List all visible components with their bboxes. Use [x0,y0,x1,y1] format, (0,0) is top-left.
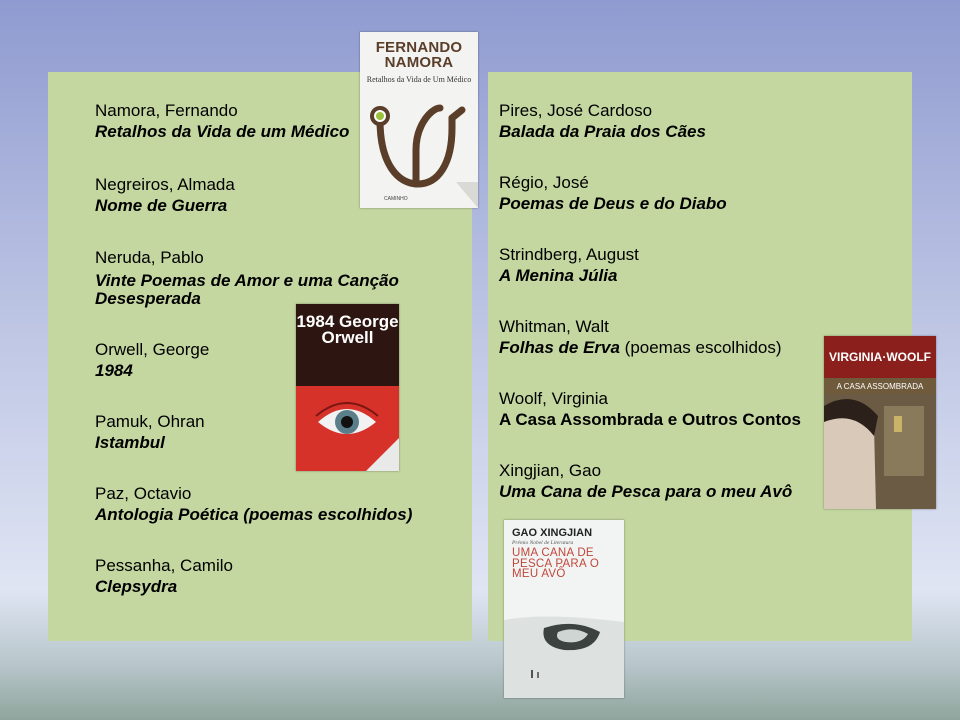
book-title: A Menina Júlia [499,266,618,285]
book-entry [95,339,209,381]
book-cover-namora [360,32,478,208]
book-title: Poemas de Deus e do Diabo [499,194,727,213]
book-entry [95,555,233,597]
book-title: Uma Cana de Pesca para o meu Avô [499,482,793,501]
book-author: Pamuk, Ohran [95,412,205,431]
book-title: Antologia Poética (poemas escolhidos) [95,505,413,524]
book-author: Pessanha, Camilo [95,556,233,575]
book-entry [95,174,235,216]
book-title: Clepsydra [95,577,178,596]
cover-title: 1984 George Orwell [296,312,399,347]
book-entry [499,100,706,142]
book-note: (poemas escolhidos) [619,338,782,357]
book-author: Whitman, Walt [499,317,609,336]
book-author: Paz, Octavio [95,484,192,503]
cover-author: GAO XINGJIAN [512,527,593,539]
book-entry [499,460,792,502]
cover-author: VIRGINIA·WOOLF [829,350,931,364]
book-author: Xingjian, Gao [499,461,602,480]
book-author: Negreiros, Almada [95,175,235,194]
book-entry [499,388,801,430]
cover-title: A CASA ASSOMBRADA [836,382,924,391]
book-author: Namora, Fernando [95,101,238,120]
portrait-illustration [824,336,936,509]
book-title: Folhas de Erva [499,338,620,357]
book-author: Woolf, Virginia [499,389,608,408]
cover-publisher: CAMINHO [384,196,408,202]
cover-subtitle: Retalhos da Vida de Um Médico [366,75,472,84]
book-author: Pires, José Cardoso [499,101,653,120]
cover-subtitle: Prémio Nobel de Literatura [512,540,574,546]
book-cover-gao [504,520,624,698]
book-entry [499,316,782,358]
book-author: Strindberg, August [499,245,639,264]
book-author: Orwell, George [95,340,210,359]
book-title: Istambul [95,433,165,452]
cover-author: FERNANDO NAMORA [375,39,463,71]
book-author: Neruda, Pablo [95,248,204,267]
book-entry [499,244,639,286]
book-title: Nome de Guerra [95,196,228,215]
book-title: Balada da Praia dos Cães [499,122,706,141]
book-entry [95,100,349,142]
stethoscope-icon [360,32,478,208]
cover-title: UMA CANA DE PESCA PARA O MEU AVÔ [512,547,600,580]
book-entry [95,247,430,308]
book-entry [95,483,412,525]
eye-icon [296,386,399,471]
book-entry [95,411,205,453]
book-cover-1984 [296,304,399,471]
book-author: Régio, José [499,173,589,192]
book-title: Retalhos da Vida de um Médico [95,122,350,141]
book-title: 1984 [95,361,133,380]
book-entry [499,172,727,214]
snow-landscape-illustration [504,520,624,698]
book-title: A Casa Assombrada e Outros Contos [499,410,801,429]
book-cover-woolf [824,336,936,509]
book-title: Vinte Poemas de Amor e uma Canção Desesperada [95,271,399,308]
